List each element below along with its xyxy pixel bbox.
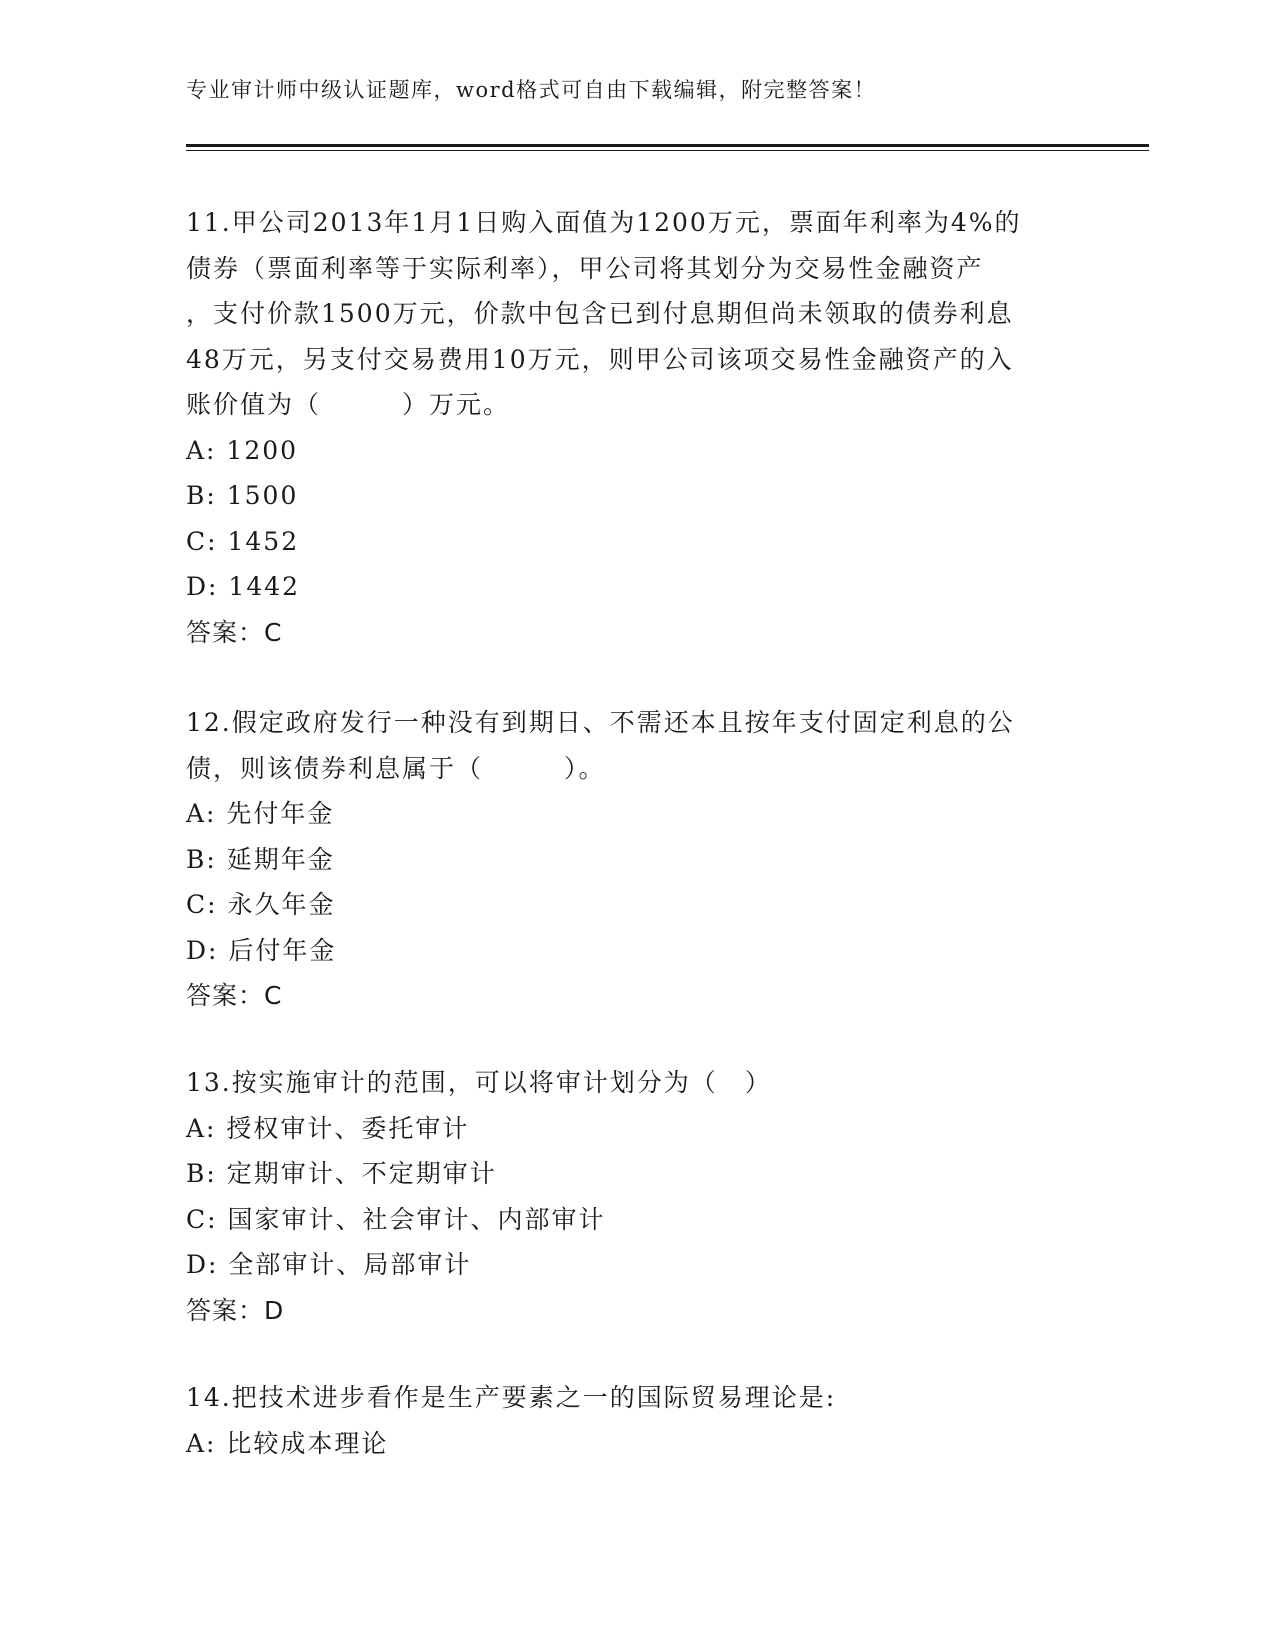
option-a: A: 1200 [186,435,299,465]
option-b: B: 1500 [186,481,299,510]
question-stem-line: ，支付价款1500万元，价款中包含已到付息期但尚未领取的债券利息 [186,299,1014,328]
option-c: C: 国家审计、社会审计、内部审计 [186,1204,606,1234]
question-13 [186,1060,1086,1333]
question-stem-line: 12.假定政府发行一种没有到期日、不需还本且按年支付固定利息的公 [186,708,1015,737]
option-c: C: 永久年金 [186,890,336,919]
answer: 答案：C [186,617,283,647]
option-a: A: 授权审计、委托审计 [186,1113,470,1143]
header-rule-thin [186,150,1149,151]
question-stem-line: 14.把技术进步看作是生产要素之一的国际贸易理论是: [186,1383,837,1412]
option-b: B: 延期年金 [186,844,335,874]
option-d: D: 1442 [186,572,301,601]
question-stem-line: 债，则该债券利息属于（ ）。 [186,753,606,783]
answer: 答案：C [186,981,283,1010]
option-d: D: 后付年金 [186,935,337,965]
question-stem-line: 11.甲公司2013年1月1日购入面值为1200万元，票面年利率为4%的 [186,208,1022,237]
question-stem-line: 账价值为（ ）万元。 [186,390,511,419]
option-b: B: 定期审计、不定期审计 [186,1159,497,1188]
option-c: C: 1452 [186,526,300,556]
option-a: A: 比较成本理论 [186,1428,389,1458]
page-header: 专业审计师中级认证题库，word格式可自由下载编辑，附完整答案！ [186,78,877,102]
question-14 [186,1375,1086,1466]
question-stem-line: 48万元，另支付交易费用10万元，则甲公司该项交易性金融资产的入 [186,344,1014,374]
answer: 答案：D [186,1295,285,1325]
option-d: D: 全部审计、局部审计 [186,1250,472,1279]
question-stem-line: 13.按实施审计的范围，可以将审计划分为（ ） [186,1068,772,1097]
option-a: A: 先付年金 [186,799,335,828]
question-12 [186,700,1086,1019]
header-rule-thick [186,144,1149,147]
question-stem-line: 债券（票面利率等于实际利率），甲公司将其划分为交易性金融资产 [186,253,984,283]
question-11 [186,200,1086,655]
